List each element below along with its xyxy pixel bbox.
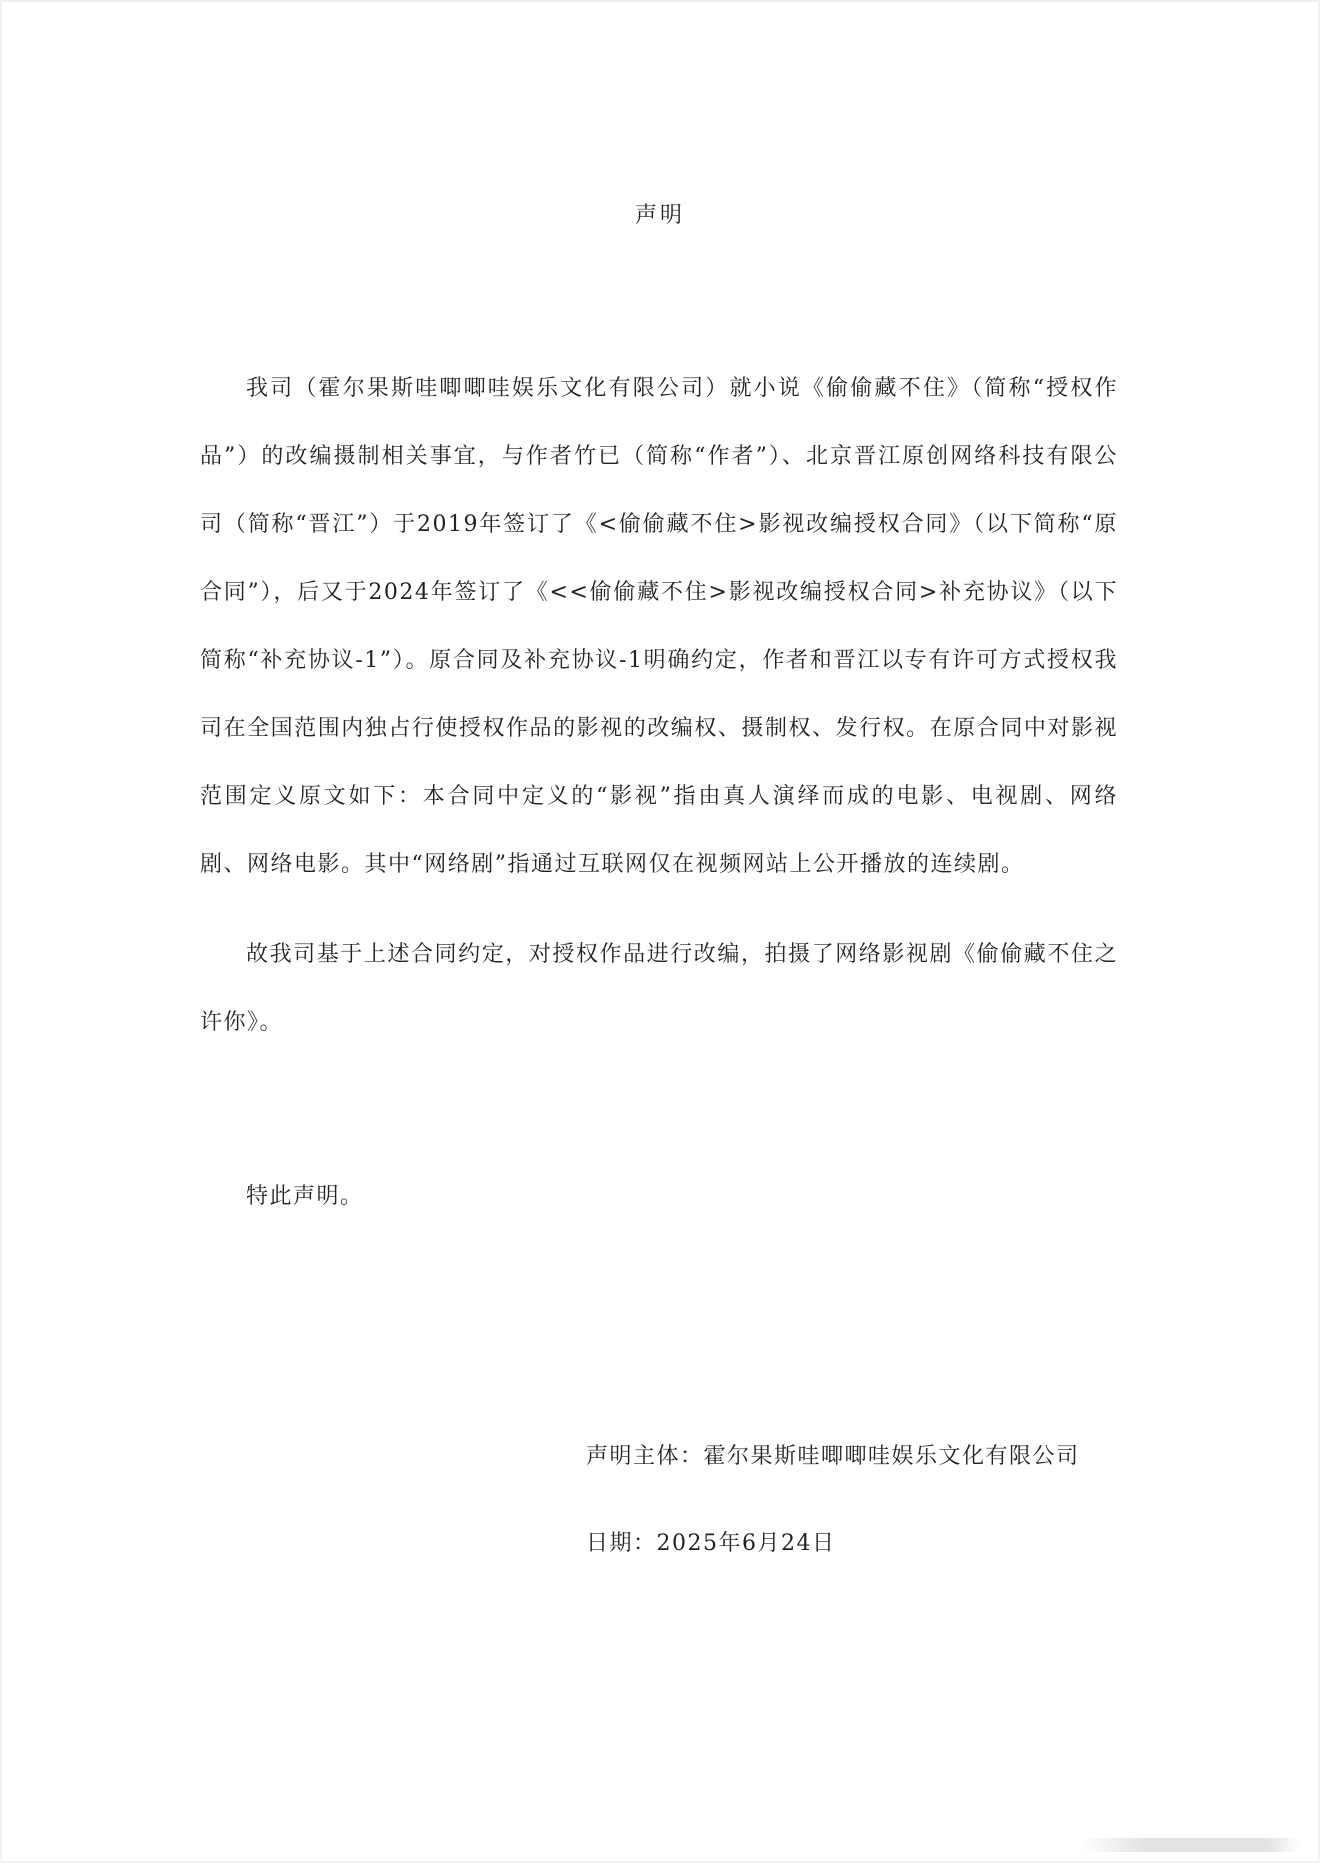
paragraph-authorization: 我司（霍尔果斯哇唧唧哇娱乐文化有限公司）就小说《偷偷藏不住》（简称“授权作品”）的改编摄制相关事宜，与作者竹已（简称“作者”）、北京晋江原创网络科技有限公司（简称“晋江”）于2019年签订了《<偷偷藏不住>影视改编授权合同》（以下简称“原合同”），后又于2024年签订了《<<偷偷藏不住>影视改编授权合同>补充协议》（以下简称“补充协议-1”）。原合同及补充协议-1明确约定，作者和晋江以专有许可方式授权我司在全国范围内独占行使授权作品的影视的改编权、摄制权、发行权。在原合同中对影视范围定义原文如下：本合同中定义的“影视”指由真人演绎而成的电影、电视剧、网络剧、网络电影。其中“网络剧”指通过互联网仅在视频网站上公开播放的连续剧。 [200,376,1118,877]
paragraph-adaptation: 故我司基于上述合同约定，对授权作品进行改编，拍摄了网络影视剧《偷偷藏不住之许你》。 [200,942,1118,1035]
date-line: 日期：2025年6月24日 [586,1531,836,1556]
document-title: 声明 [634,203,685,228]
watermark-blur [1080,1838,1300,1852]
signatory-line: 声明主体：霍尔果斯哇唧唧哇娱乐文化有限公司 [586,1444,1080,1469]
closing-statement: 特此声明。 [246,1184,364,1209]
